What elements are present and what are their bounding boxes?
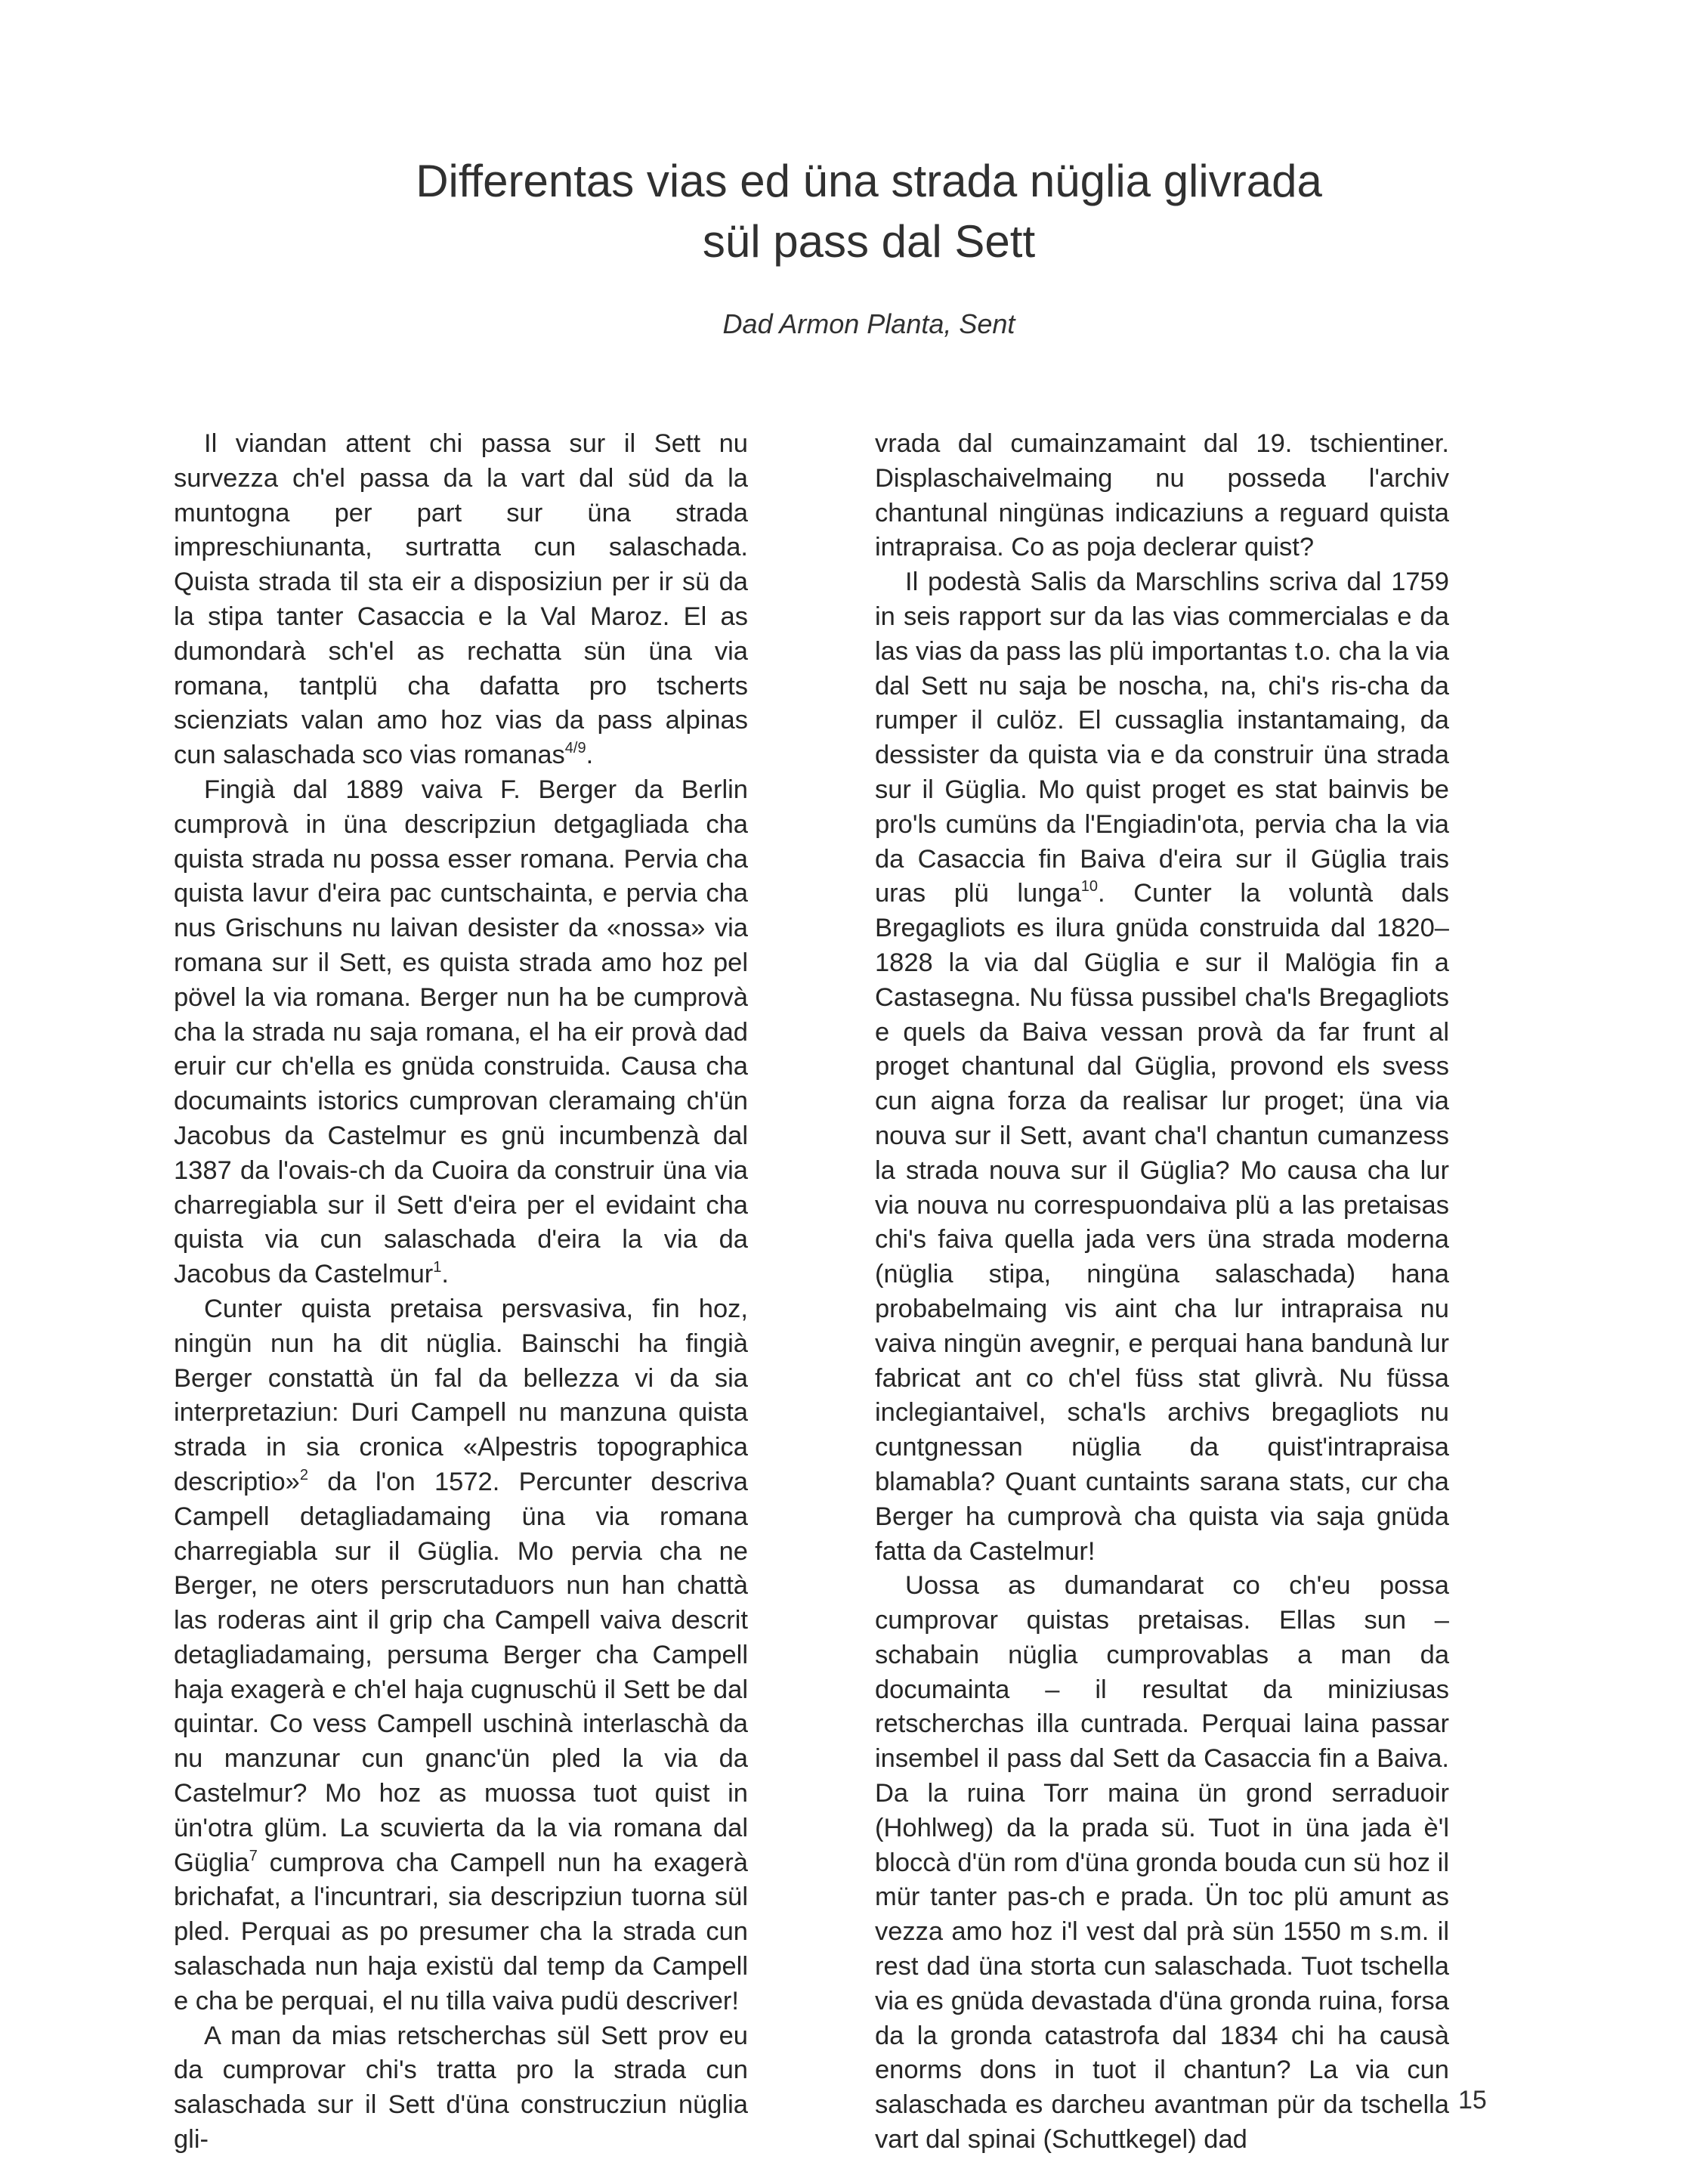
footnote-ref: 4/9 — [564, 740, 586, 757]
paragraph: Il podestà Salis da Marschlins scriva dal 1759 in seis rapport sur da las vias commercialas e da las vias da pass las plü importantas t.o. cha la via dal Sett nu saja be noscha, na, chi's ris-cha da rumper il culöz. El cussaglia instantamaing, da dessister da quista via e da construir üna strada sur il Güglia. Mo quist proget es stat bainvis be pro'ls cumüns da l'Engiadin'ota, pervia cha la via da Casaccia fin Baiva d'eira sur il Güglia trais uras plü lunga$^{10}$. Cunter la voluntà dals Bregagliots es ilura gnüda construida dal 1820–1828 la via dal Güglia e sur il Malögia fin a Castasegna. Nu füssa pussibel cha'ls Bregagliots e quels da Baiva vessan provà da far frunt al proget chantunal dal Güglia, provond els svess cun aigna forza da realisar lur proget; üna via nouva sur il Sett, avant cha'l chantun cumanzess la strada nouva sur il Güglia? Mo causa cha lur via nouva nu correspuondaiva plü a las pretaisas chi's faiva quella jada vers üna strada moderna (nüglia stipa, ningüna salaschada) hana probabelmaing vis aint cha lur intrapraisa nu vaiva ningün avegnir, e perquai hana bandunà lur fabricat ant co ch'el füss stat glivrà. Nu füssa inclegiantaivel, scha'ls archivs bregagliots nu cuntgnessan nüglia da quist'intrapraisa blamabla? Quant cuntaints sarana stats, cur cha Berger ha cumprovà cha quista via saja gnüda fatta da Castelmur! — [875, 568, 1449, 1566]
article-title-line-1: Differentas vias ed üna strada nüglia glivrada — [416, 156, 1322, 206]
text-column-right — [875, 427, 1449, 2158]
paragraph: A man da mias retscherchas sül Sett prov eu da cumprovar chi's tratta pro la strada cun salaschada sur il Sett d'üna construcziun nüglia gli- — [174, 2021, 748, 2155]
text-column-left — [174, 427, 748, 2158]
footnote-ref: 7 — [249, 1847, 258, 1864]
author-byline: Dad Armon Planta, Sent — [722, 308, 1015, 339]
paragraph: Il viandan attent chi passa sur il Sett nu survezza ch'el passa da la vart dal süd da la muntogna per part sur üna strada impreschiunanta, surtratta cun salaschada. Quista strada til sta eir a disposiziun per ir sü da la stipa tanter Casaccia e la Val Maroz. El as dumondarà sch'el as rechatta sün üna via romana, tantplü cha dafatta pro tscherts scienziats valan amo hoz vias da pass alpinas cun salaschada sco vias romanas$^{4/9}$. — [174, 429, 748, 770]
paragraph: Fingià dal 1889 vaiva F. Berger da Berlin cumprovà in üna descripziun detgagliada cha quista strada nu possa esser romana. Pervia cha quista lavur d'eira pac cuntschainta, e pervia cha nus Grischuns nu laivan desister da «nossa» via romana sur il Sett, es quista strada amo hoz pel pövel la via romana. Berger nun ha be cumprovà cha la strada nu saja romana, el ha eir provà dad eruir cur ch'ella es gnüda construida. Causa cha documaints istorics cumprovan cleramaing ch'ün Jacobus da Castelmur es gnü incumbenzà dal 1387 da l'ovais-ch da Cuoira da construir üna via charregiabla sur il Sett d'eira per el evidaint cha quista via cun salaschada d'eira la via da Jacobus da Castelmur$^1$. — [174, 775, 748, 1289]
article-title — [227, 151, 1511, 272]
footnote-ref: 2 — [299, 1466, 308, 1483]
article-title-line-2: sül pass dal Sett — [702, 216, 1036, 267]
paragraph: Cunter quista pretaisa persvasiva, fin hoz, ningün nun ha dit nüglia. Bainschi ha fingià Berger constattà ün fal da bellezza vi da sia interpretaziun: Duri Campell nu manzuna quista strada in sia cronica «Alpestris topographica descriptio»$^2$ da l'on 1572. Percunter descriva Campell detagliadamaing üna via romana charregiabla sur il Güglia. Mo pervia cha ne Berger, ne oters perscrutaduors nun han chattà las roderas aint il grip cha Campell vaiva descrit detagliadamaing, persuma Berger cha Campell haja exagerà e ch'el haja cugnuschü il Sett be dal quintar. Co vess Campell uschinà interlaschà da nu manzunar cun gnanc'ün pled la via da Castelmur? Mo hoz as muossa tuot quist in ün'otra glüm. La scuvierta da la via romana dal Güglia$^7$ cumprova cha Campell nun ha exagerà brichafat, a l'incuntrari, sia descripziun tuorna sül pled. Perquai as po presumer cha la strada cun salaschada nun haja existü dal temp da Campell e cha be perquai, el nu tilla vaiva pudü descriver! — [174, 1294, 748, 2015]
page-number: 15 — [1458, 2086, 1487, 2114]
footnote-ref: 10 — [1080, 878, 1099, 896]
paragraph: Uossa as dumandarat co ch'eu possa cumprovar quistas pretaisas. Ellas sun – schabain nüglia cumprovablas a man da documainta – il resultat da miniziusas retscherchas illa cuntrada. Perquai laina passar insembel il pass dal Sett da Casaccia fin a Baiva. Da la ruina Torr maina ün grond serraduoir (Hohlweg) da la prada sü. Tuot in üna jada è'l bloccà d'ün rom d'üna gronda bouda cun sü hoz il mür tanter pas-ch e prada. Ün toc plü amunt as vezza amo hoz i'l vest dal prà sün 1550 m s.m. il rest dad üna storta cun salaschada. Tuot tschella via es gnüda devastada d'üna gronda ruina, forsa da la gronda catastrofa dal 1834 chi ha causà enorms dons in tuot il chantun? La via cun salaschada es darcheu avantman pür da tschella vart dal spinai (Schuttkegel) dad — [875, 1571, 1449, 2155]
footnote-ref: 1 — [433, 1259, 442, 1276]
paragraph-continued: vrada dal cumainzamaint dal 19. tschientiner. Displaschaivelmaing nu posseda l'archiv chantunal ningünas indicaziuns a reguard quista intrapraisa. Co as poja declerar quist? — [875, 429, 1449, 562]
